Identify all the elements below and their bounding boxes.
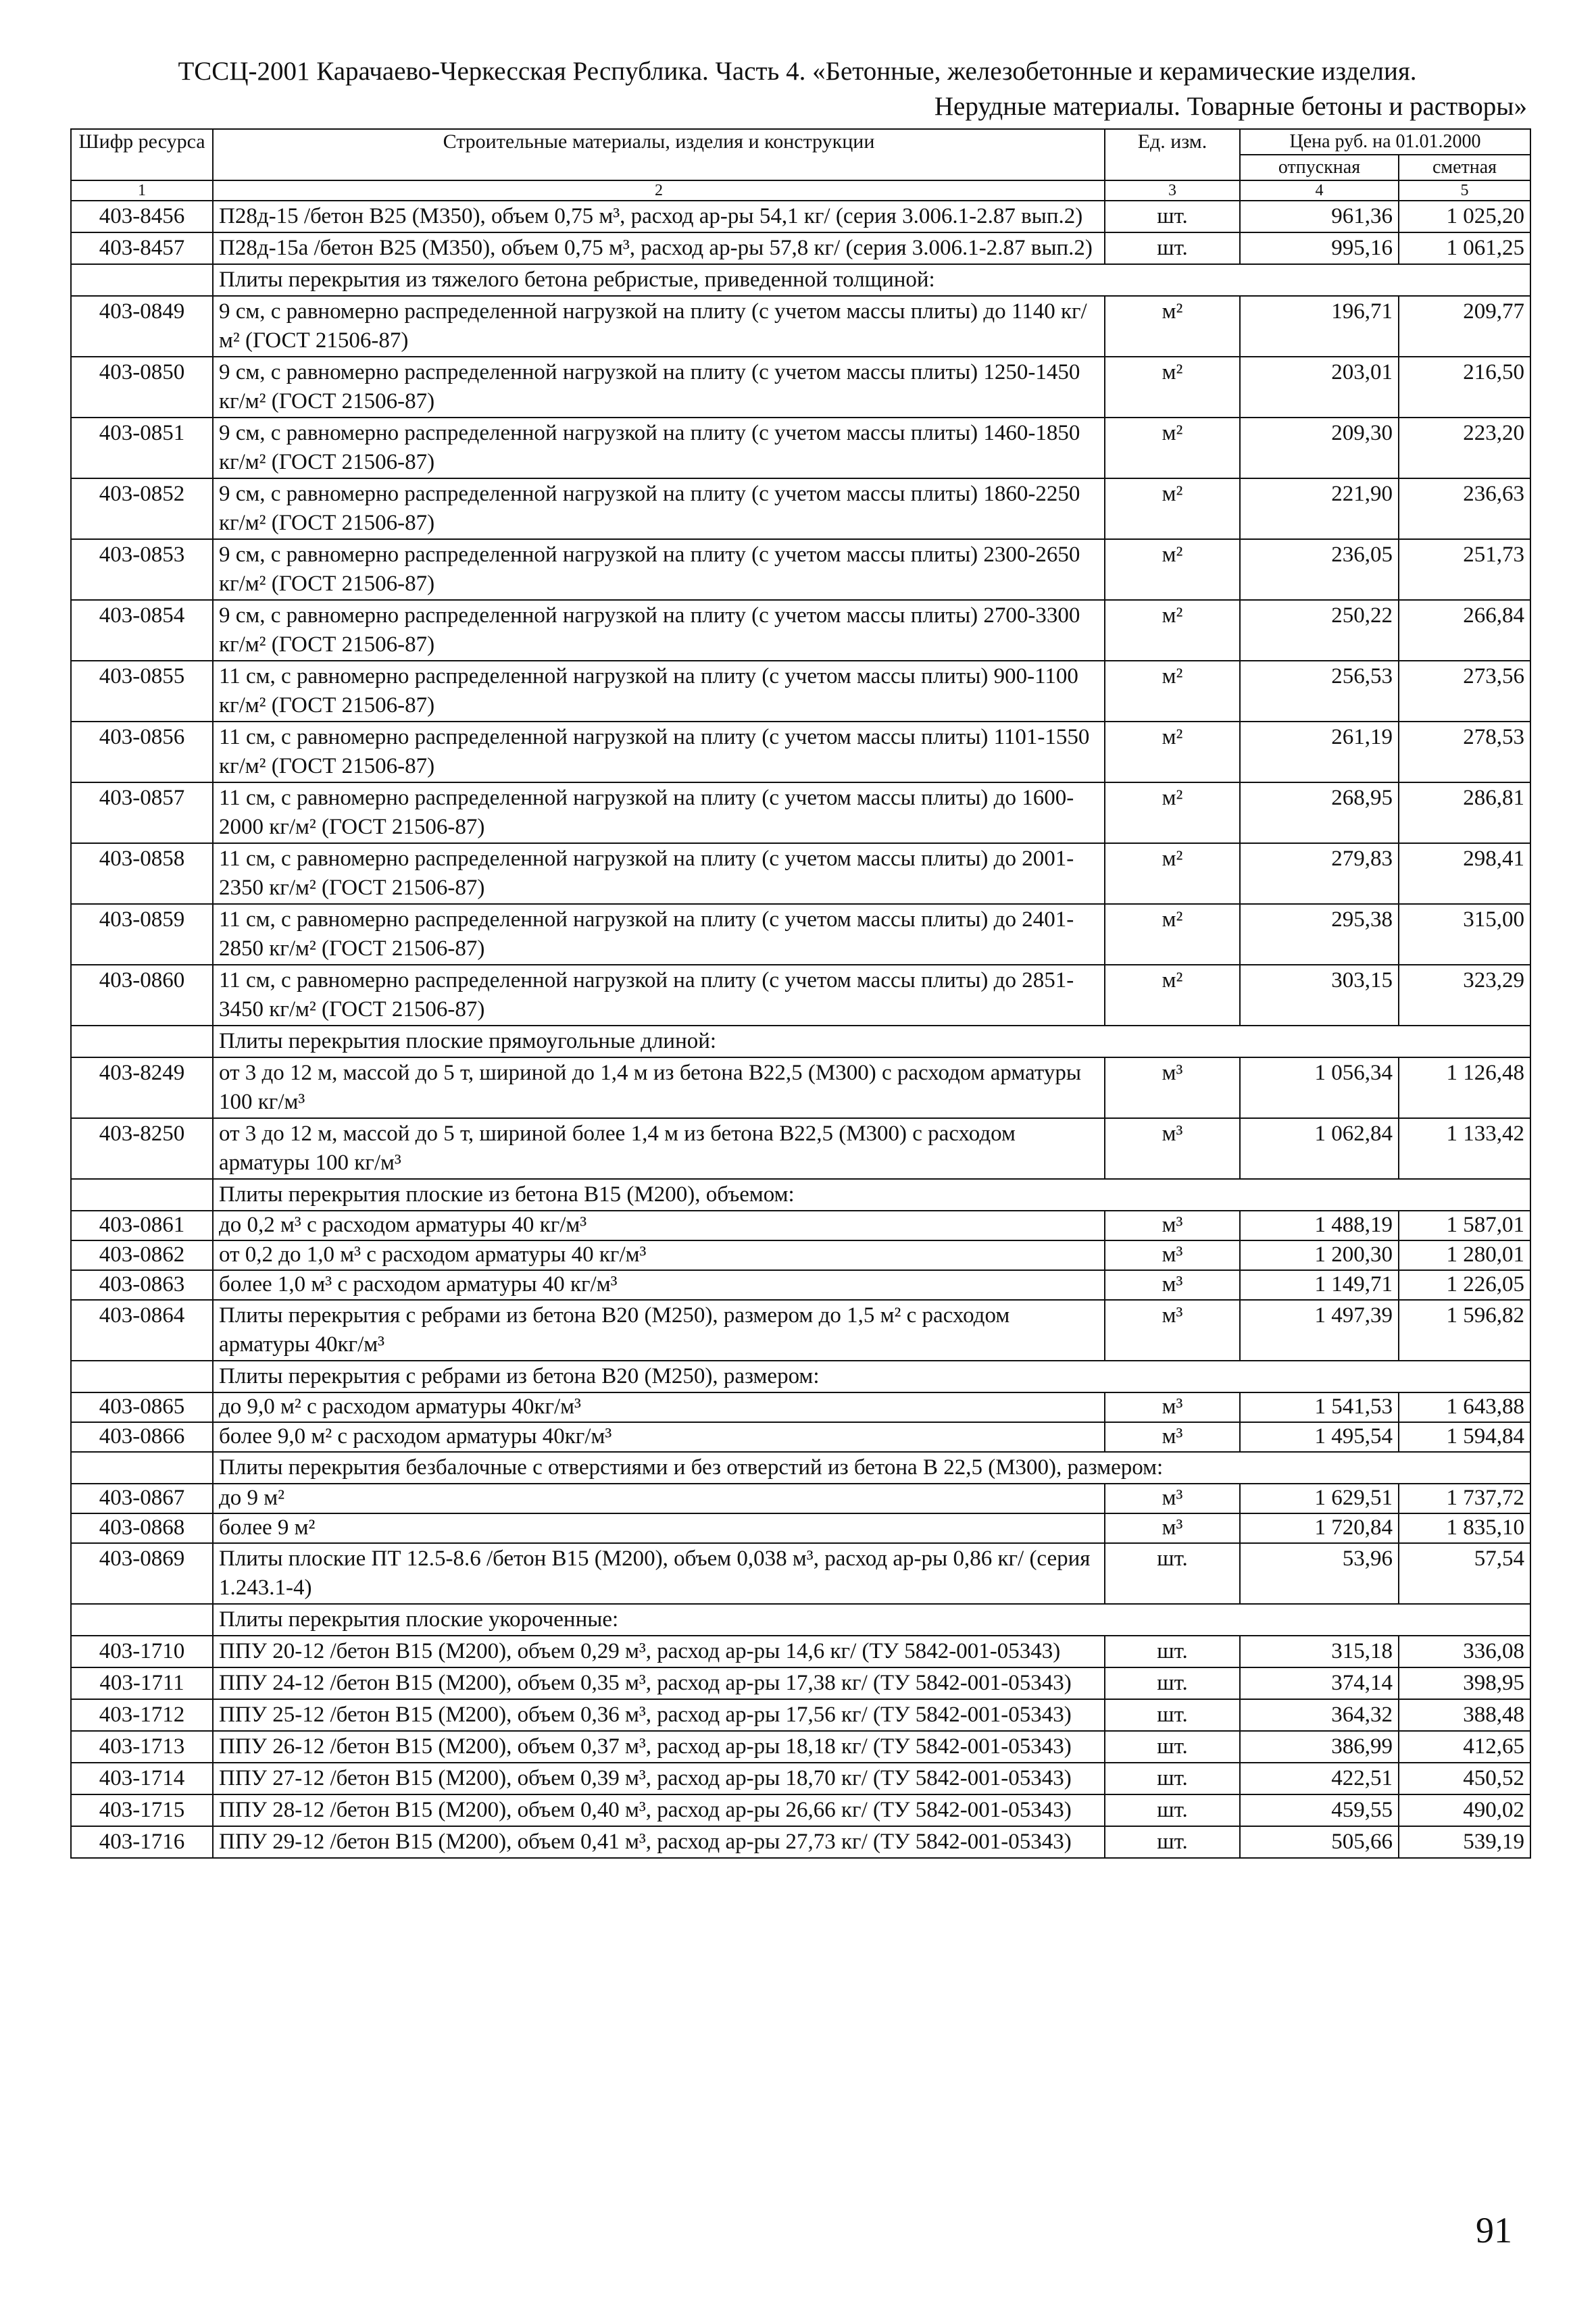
unit-of-measure: м³ bbox=[1105, 1392, 1240, 1422]
resource-code: 403-8249 bbox=[71, 1057, 213, 1118]
resource-code: 403-0862 bbox=[71, 1240, 213, 1270]
table-row bbox=[71, 201, 1530, 232]
estimate-price: 388,48 bbox=[1399, 1699, 1530, 1731]
section-heading: Плиты перекрытия безбалочные с отверстиями и без отверстий из бетона В 22,5 (М300), размером: bbox=[213, 1452, 1530, 1484]
unit-of-measure: м² bbox=[1105, 357, 1240, 418]
resource-code: 403-0859 bbox=[71, 904, 213, 965]
resource-description: более 9 м² bbox=[213, 1513, 1105, 1543]
table-row bbox=[71, 1826, 1530, 1858]
resource-description: до 0,2 м³ с расходом арматуры 40 кг/м³ bbox=[213, 1211, 1105, 1240]
estimate-price: 450,52 bbox=[1399, 1763, 1530, 1794]
section-spacer bbox=[71, 1604, 213, 1636]
estimate-price: 323,29 bbox=[1399, 965, 1530, 1026]
unit-of-measure: м³ bbox=[1105, 1513, 1240, 1543]
table-row bbox=[71, 1484, 1530, 1513]
unit-of-measure: м³ bbox=[1105, 1118, 1240, 1179]
section-row bbox=[71, 1361, 1530, 1392]
table-row bbox=[71, 1763, 1530, 1794]
page-header bbox=[68, 54, 1527, 124]
estimate-price: 57,54 bbox=[1399, 1543, 1530, 1604]
unit-of-measure: м² bbox=[1105, 782, 1240, 843]
estimate-price: 298,41 bbox=[1399, 843, 1530, 904]
table-row bbox=[71, 1057, 1530, 1118]
resource-description: Плиты плоские ПТ 12.5-8.6 /бетон В15 (М200), объем 0,038 м³, расход ар-ры 0,86 кг/ (серия 1.243.1-4) bbox=[213, 1543, 1105, 1604]
unit-of-measure: м² bbox=[1105, 661, 1240, 722]
column-number-3: 3 bbox=[1105, 180, 1240, 201]
unit-of-measure: м³ bbox=[1105, 1057, 1240, 1118]
estimate-price: 273,56 bbox=[1399, 661, 1530, 722]
section-spacer bbox=[71, 1452, 213, 1484]
resource-table bbox=[70, 128, 1531, 1859]
estimate-price: 286,81 bbox=[1399, 782, 1530, 843]
estimate-price: 1 587,01 bbox=[1399, 1211, 1530, 1240]
section-spacer bbox=[71, 1361, 213, 1392]
resource-code: 403-0849 bbox=[71, 296, 213, 357]
unit-of-measure: м² bbox=[1105, 904, 1240, 965]
table-row bbox=[71, 1794, 1530, 1826]
unit-of-measure: м² bbox=[1105, 539, 1240, 600]
release-price: 422,51 bbox=[1240, 1763, 1399, 1794]
resource-code: 403-1713 bbox=[71, 1731, 213, 1763]
resource-code: 403-0851 bbox=[71, 418, 213, 478]
estimate-price: 412,65 bbox=[1399, 1731, 1530, 1763]
page-number: 91 bbox=[1476, 2210, 1512, 2250]
release-price: 261,19 bbox=[1240, 722, 1399, 782]
resource-code: 403-0854 bbox=[71, 600, 213, 661]
section-heading: Плиты перекрытия из тяжелого бетона ребристые, приведенной толщиной: bbox=[213, 264, 1530, 296]
estimate-price: 278,53 bbox=[1399, 722, 1530, 782]
unit-of-measure: шт. bbox=[1105, 1636, 1240, 1667]
unit-of-measure: шт. bbox=[1105, 1794, 1240, 1826]
estimate-price: 1 226,05 bbox=[1399, 1270, 1530, 1300]
estimate-price: 1 835,10 bbox=[1399, 1513, 1530, 1543]
estimate-price: 315,00 bbox=[1399, 904, 1530, 965]
table-row bbox=[71, 1270, 1530, 1300]
release-price: 1 200,30 bbox=[1240, 1240, 1399, 1270]
estimate-price: 398,95 bbox=[1399, 1667, 1530, 1699]
resource-code: 403-0860 bbox=[71, 965, 213, 1026]
header-line-2: Нерудные материалы. Товарные бетоны и растворы» bbox=[934, 92, 1527, 121]
resource-code: 403-0864 bbox=[71, 1300, 213, 1361]
release-price: 995,16 bbox=[1240, 232, 1399, 264]
resource-description: П28д-15а /бетон В25 (М350), объем 0,75 м³, расход ар-ры 57,8 кг/ (серия 3.006.1-2.87 вып.2) bbox=[213, 232, 1105, 264]
column-header-price: Цена руб. на 01.01.2000 bbox=[1240, 129, 1530, 155]
estimate-price: 1 061,25 bbox=[1399, 232, 1530, 264]
estimate-price: 1 737,72 bbox=[1399, 1484, 1530, 1513]
column-header-estimate-price: сметная bbox=[1399, 155, 1530, 180]
resource-description: более 1,0 м³ с расходом арматуры 40 кг/м³ bbox=[213, 1270, 1105, 1300]
section-row bbox=[71, 1604, 1530, 1636]
release-price: 1 149,71 bbox=[1240, 1270, 1399, 1300]
estimate-price: 223,20 bbox=[1399, 418, 1530, 478]
section-row bbox=[71, 1026, 1530, 1057]
release-price: 505,66 bbox=[1240, 1826, 1399, 1858]
table-row bbox=[71, 1731, 1530, 1763]
resource-code: 403-0861 bbox=[71, 1211, 213, 1240]
table-row bbox=[71, 1513, 1530, 1543]
unit-of-measure: м² bbox=[1105, 722, 1240, 782]
estimate-price: 1 594,84 bbox=[1399, 1422, 1530, 1452]
resource-description: ППУ 28-12 /бетон В15 (М200), объем 0,40 м³, расход ар-ры 26,66 кг/ (ТУ 5842-001-05343) bbox=[213, 1794, 1105, 1826]
release-price: 279,83 bbox=[1240, 843, 1399, 904]
header-line-1: ТССЦ-2001 Карачаево-Черкесская Республика. Часть 4. «Бетонные, железобетонные и керамические изделия. bbox=[178, 57, 1417, 86]
resource-description: ППУ 29-12 /бетон В15 (М200), объем 0,41 м³, расход ар-ры 27,73 кг/ (ТУ 5842-001-05343) bbox=[213, 1826, 1105, 1858]
table-row bbox=[71, 1211, 1530, 1240]
release-price: 209,30 bbox=[1240, 418, 1399, 478]
resource-description: 9 см, с равномерно распределенной нагрузкой на плиту (с учетом массы плиты) 2300-2650 кг/м² (ГОСТ 21506-87) bbox=[213, 539, 1105, 600]
resource-code: 403-0850 bbox=[71, 357, 213, 418]
resource-code: 403-0857 bbox=[71, 782, 213, 843]
resource-code: 403-0865 bbox=[71, 1392, 213, 1422]
unit-of-measure: шт. bbox=[1105, 1826, 1240, 1858]
estimate-price: 1 280,01 bbox=[1399, 1240, 1530, 1270]
resource-code: 403-0853 bbox=[71, 539, 213, 600]
unit-of-measure: м³ bbox=[1105, 1422, 1240, 1452]
resource-description: до 9 м² bbox=[213, 1484, 1105, 1513]
table-row bbox=[71, 1118, 1530, 1179]
release-price: 1 056,34 bbox=[1240, 1057, 1399, 1118]
resource-description: более 9,0 м² с расходом арматуры 40кг/м³ bbox=[213, 1422, 1105, 1452]
estimate-price: 1 126,48 bbox=[1399, 1057, 1530, 1118]
unit-of-measure: м³ bbox=[1105, 1484, 1240, 1513]
release-price: 364,32 bbox=[1240, 1699, 1399, 1731]
column-number-5: 5 bbox=[1399, 180, 1530, 201]
resource-code: 403-1715 bbox=[71, 1794, 213, 1826]
resource-description: 9 см, с равномерно распределенной нагрузкой на плиту (с учетом массы плиты) до 1140 кг/м² (ГОСТ 21506-87) bbox=[213, 296, 1105, 357]
resource-description: ППУ 25-12 /бетон В15 (М200), объем 0,36 м³, расход ар-ры 17,56 кг/ (ТУ 5842-001-05343) bbox=[213, 1699, 1105, 1731]
resource-description: ППУ 27-12 /бетон В15 (М200), объем 0,39 м³, расход ар-ры 18,70 кг/ (ТУ 5842-001-05343) bbox=[213, 1763, 1105, 1794]
resource-description: ППУ 24-12 /бетон В15 (М200), объем 0,35 м³, расход ар-ры 17,38 кг/ (ТУ 5842-001-05343) bbox=[213, 1667, 1105, 1699]
release-price: 1 629,51 bbox=[1240, 1484, 1399, 1513]
unit-of-measure: шт. bbox=[1105, 1731, 1240, 1763]
release-price: 374,14 bbox=[1240, 1667, 1399, 1699]
estimate-price: 266,84 bbox=[1399, 600, 1530, 661]
resource-description: 11 см, с равномерно распределенной нагрузкой на плиту (с учетом массы плиты) до 1600-2000 кг/м² (ГОСТ 21506-87) bbox=[213, 782, 1105, 843]
release-price: 53,96 bbox=[1240, 1543, 1399, 1604]
resource-description: 9 см, с равномерно распределенной нагрузкой на плиту (с учетом массы плиты) 1460-1850 кг/м² (ГОСТ 21506-87) bbox=[213, 418, 1105, 478]
table-row bbox=[71, 1699, 1530, 1731]
resource-code: 403-8250 bbox=[71, 1118, 213, 1179]
release-price: 1 541,53 bbox=[1240, 1392, 1399, 1422]
resource-description: от 3 до 12 м, массой до 5 т, шириной до 1,4 м из бетона В22,5 (М300) с расходом арматуры 100 кг/м³ bbox=[213, 1057, 1105, 1118]
estimate-price: 490,02 bbox=[1399, 1794, 1530, 1826]
unit-of-measure: м² bbox=[1105, 418, 1240, 478]
resource-description: Плиты перекрытия с ребрами из бетона В20 (М250), размером до 1,5 м² с расходом арматуры 40кг/м³ bbox=[213, 1300, 1105, 1361]
unit-of-measure: шт. bbox=[1105, 1699, 1240, 1731]
column-number-2: 2 bbox=[213, 180, 1105, 201]
unit-of-measure: м² bbox=[1105, 843, 1240, 904]
resource-code: 403-0855 bbox=[71, 661, 213, 722]
table-row bbox=[71, 1392, 1530, 1422]
section-heading: Плиты перекрытия плоские укороченные: bbox=[213, 1604, 1530, 1636]
unit-of-measure: м² bbox=[1105, 478, 1240, 539]
resource-description: от 3 до 12 м, массой до 5 т, шириной более 1,4 м из бетона В22,5 (М300) с расходом арматуры 100 кг/м³ bbox=[213, 1118, 1105, 1179]
release-price: 221,90 bbox=[1240, 478, 1399, 539]
section-spacer bbox=[71, 264, 213, 296]
section-spacer bbox=[71, 1026, 213, 1057]
unit-of-measure: шт. bbox=[1105, 232, 1240, 264]
resource-description: П28д-15 /бетон В25 (М350), объем 0,75 м³, расход ар-ры 54,1 кг/ (серия 3.006.1-2.87 вып.2) bbox=[213, 201, 1105, 232]
section-heading: Плиты перекрытия плоские прямоугольные длиной: bbox=[213, 1026, 1530, 1057]
release-price: 1 495,54 bbox=[1240, 1422, 1399, 1452]
estimate-price: 1 133,42 bbox=[1399, 1118, 1530, 1179]
estimate-price: 336,08 bbox=[1399, 1636, 1530, 1667]
resource-code: 403-8457 bbox=[71, 232, 213, 264]
release-price: 315,18 bbox=[1240, 1636, 1399, 1667]
table-row bbox=[71, 965, 1530, 1026]
release-price: 961,36 bbox=[1240, 201, 1399, 232]
column-number-4: 4 bbox=[1240, 180, 1399, 201]
unit-of-measure: м³ bbox=[1105, 1300, 1240, 1361]
estimate-price: 1 025,20 bbox=[1399, 201, 1530, 232]
resource-code: 403-8456 bbox=[71, 201, 213, 232]
resource-description: 11 см, с равномерно распределенной нагрузкой на плиту (с учетом массы плиты) до 2001-2350 кг/м² (ГОСТ 21506-87) bbox=[213, 843, 1105, 904]
table-body bbox=[71, 201, 1530, 1858]
release-price: 459,55 bbox=[1240, 1794, 1399, 1826]
resource-code: 403-1712 bbox=[71, 1699, 213, 1731]
resource-description: 11 см, с равномерно распределенной нагрузкой на плиту (с учетом массы плиты) 900-1100 кг/м² (ГОСТ 21506-87) bbox=[213, 661, 1105, 722]
estimate-price: 539,19 bbox=[1399, 1826, 1530, 1858]
release-price: 303,15 bbox=[1240, 965, 1399, 1026]
table-row bbox=[71, 1422, 1530, 1452]
resource-code: 403-1711 bbox=[71, 1667, 213, 1699]
release-price: 1 497,39 bbox=[1240, 1300, 1399, 1361]
resource-code: 403-0867 bbox=[71, 1484, 213, 1513]
table-row bbox=[71, 1240, 1530, 1270]
release-price: 1 062,84 bbox=[1240, 1118, 1399, 1179]
estimate-price: 1 596,82 bbox=[1399, 1300, 1530, 1361]
table-row bbox=[71, 661, 1530, 722]
estimate-price: 1 643,88 bbox=[1399, 1392, 1530, 1422]
table-row bbox=[71, 232, 1530, 264]
resource-description: ППУ 26-12 /бетон В15 (М200), объем 0,37 м³, расход ар-ры 18,18 кг/ (ТУ 5842-001-05343) bbox=[213, 1731, 1105, 1763]
estimate-price: 251,73 bbox=[1399, 539, 1530, 600]
resource-description: ППУ 20-12 /бетон В15 (М200), объем 0,29 м³, расход ар-ры 14,6 кг/ (ТУ 5842-001-05343) bbox=[213, 1636, 1105, 1667]
release-price: 203,01 bbox=[1240, 357, 1399, 418]
column-header-release-price: отпускная bbox=[1240, 155, 1399, 180]
release-price: 386,99 bbox=[1240, 1731, 1399, 1763]
unit-of-measure: м² bbox=[1105, 600, 1240, 661]
table-row bbox=[71, 296, 1530, 357]
table-row bbox=[71, 782, 1530, 843]
release-price: 196,71 bbox=[1240, 296, 1399, 357]
table-row bbox=[71, 1300, 1530, 1361]
table-row bbox=[71, 722, 1530, 782]
resource-code: 403-0868 bbox=[71, 1513, 213, 1543]
table-row bbox=[71, 1667, 1530, 1699]
release-price: 256,53 bbox=[1240, 661, 1399, 722]
unit-of-measure: шт. bbox=[1105, 1543, 1240, 1604]
unit-of-measure: м² bbox=[1105, 965, 1240, 1026]
table-row bbox=[71, 600, 1530, 661]
resource-code: 403-1710 bbox=[71, 1636, 213, 1667]
estimate-price: 216,50 bbox=[1399, 357, 1530, 418]
resource-description: 11 см, с равномерно распределенной нагрузкой на плиту (с учетом массы плиты) до 2851-3450 кг/м² (ГОСТ 21506-87) bbox=[213, 965, 1105, 1026]
unit-of-measure: м³ bbox=[1105, 1240, 1240, 1270]
column-header-code: Шифр ресурса bbox=[71, 129, 213, 180]
section-row bbox=[71, 1452, 1530, 1484]
resource-description: 11 см, с равномерно распределенной нагрузкой на плиту (с учетом массы плиты) 1101-1550 кг/м² (ГОСТ 21506-87) bbox=[213, 722, 1105, 782]
section-heading: Плиты перекрытия плоские из бетона В15 (М200), объемом: bbox=[213, 1179, 1530, 1211]
unit-of-measure: шт. bbox=[1105, 1763, 1240, 1794]
unit-of-measure: шт. bbox=[1105, 1667, 1240, 1699]
table-row bbox=[71, 418, 1530, 478]
resource-description: 11 см, с равномерно распределенной нагрузкой на плиту (с учетом массы плиты) до 2401-2850 кг/м² (ГОСТ 21506-87) bbox=[213, 904, 1105, 965]
resource-code: 403-0866 bbox=[71, 1422, 213, 1452]
resource-code: 403-0863 bbox=[71, 1270, 213, 1300]
estimate-price: 209,77 bbox=[1399, 296, 1530, 357]
resource-code: 403-0869 bbox=[71, 1543, 213, 1604]
section-spacer bbox=[71, 1179, 213, 1211]
unit-of-measure: м² bbox=[1105, 296, 1240, 357]
estimate-price: 236,63 bbox=[1399, 478, 1530, 539]
column-header-name: Строительные материалы, изделия и конструкции bbox=[213, 129, 1105, 180]
unit-of-measure: м³ bbox=[1105, 1211, 1240, 1240]
resource-code: 403-1716 bbox=[71, 1826, 213, 1858]
release-price: 295,38 bbox=[1240, 904, 1399, 965]
resource-code: 403-0858 bbox=[71, 843, 213, 904]
release-price: 236,05 bbox=[1240, 539, 1399, 600]
resource-code: 403-0856 bbox=[71, 722, 213, 782]
resource-description: от 0,2 до 1,0 м³ с расходом арматуры 40 кг/м³ bbox=[213, 1240, 1105, 1270]
column-header-unit: Ед. изм. bbox=[1105, 129, 1240, 180]
table-row bbox=[71, 478, 1530, 539]
unit-of-measure: м³ bbox=[1105, 1270, 1240, 1300]
release-price: 1 720,84 bbox=[1240, 1513, 1399, 1543]
release-price: 250,22 bbox=[1240, 600, 1399, 661]
resource-description: 9 см, с равномерно распределенной нагрузкой на плиту (с учетом массы плиты) 2700-3300 кг/м² (ГОСТ 21506-87) bbox=[213, 600, 1105, 661]
resource-code: 403-1714 bbox=[71, 1763, 213, 1794]
table-row bbox=[71, 904, 1530, 965]
table-row bbox=[71, 357, 1530, 418]
table-row bbox=[71, 843, 1530, 904]
column-number-1: 1 bbox=[71, 180, 213, 201]
resource-description: 9 см, с равномерно распределенной нагрузкой на плиту (с учетом массы плиты) 1860-2250 кг/м² (ГОСТ 21506-87) bbox=[213, 478, 1105, 539]
section-row bbox=[71, 264, 1530, 296]
table-row bbox=[71, 539, 1530, 600]
section-row bbox=[71, 1179, 1530, 1211]
table-row bbox=[71, 1543, 1530, 1604]
table-row bbox=[71, 1636, 1530, 1667]
release-price: 268,95 bbox=[1240, 782, 1399, 843]
section-heading: Плиты перекрытия с ребрами из бетона В20 (М250), размером: bbox=[213, 1361, 1530, 1392]
resource-description: 9 см, с равномерно распределенной нагрузкой на плиту (с учетом массы плиты) 1250-1450 кг/м² (ГОСТ 21506-87) bbox=[213, 357, 1105, 418]
resource-description: до 9,0 м² с расходом арматуры 40кг/м³ bbox=[213, 1392, 1105, 1422]
release-price: 1 488,19 bbox=[1240, 1211, 1399, 1240]
unit-of-measure: шт. bbox=[1105, 201, 1240, 232]
resource-code: 403-0852 bbox=[71, 478, 213, 539]
